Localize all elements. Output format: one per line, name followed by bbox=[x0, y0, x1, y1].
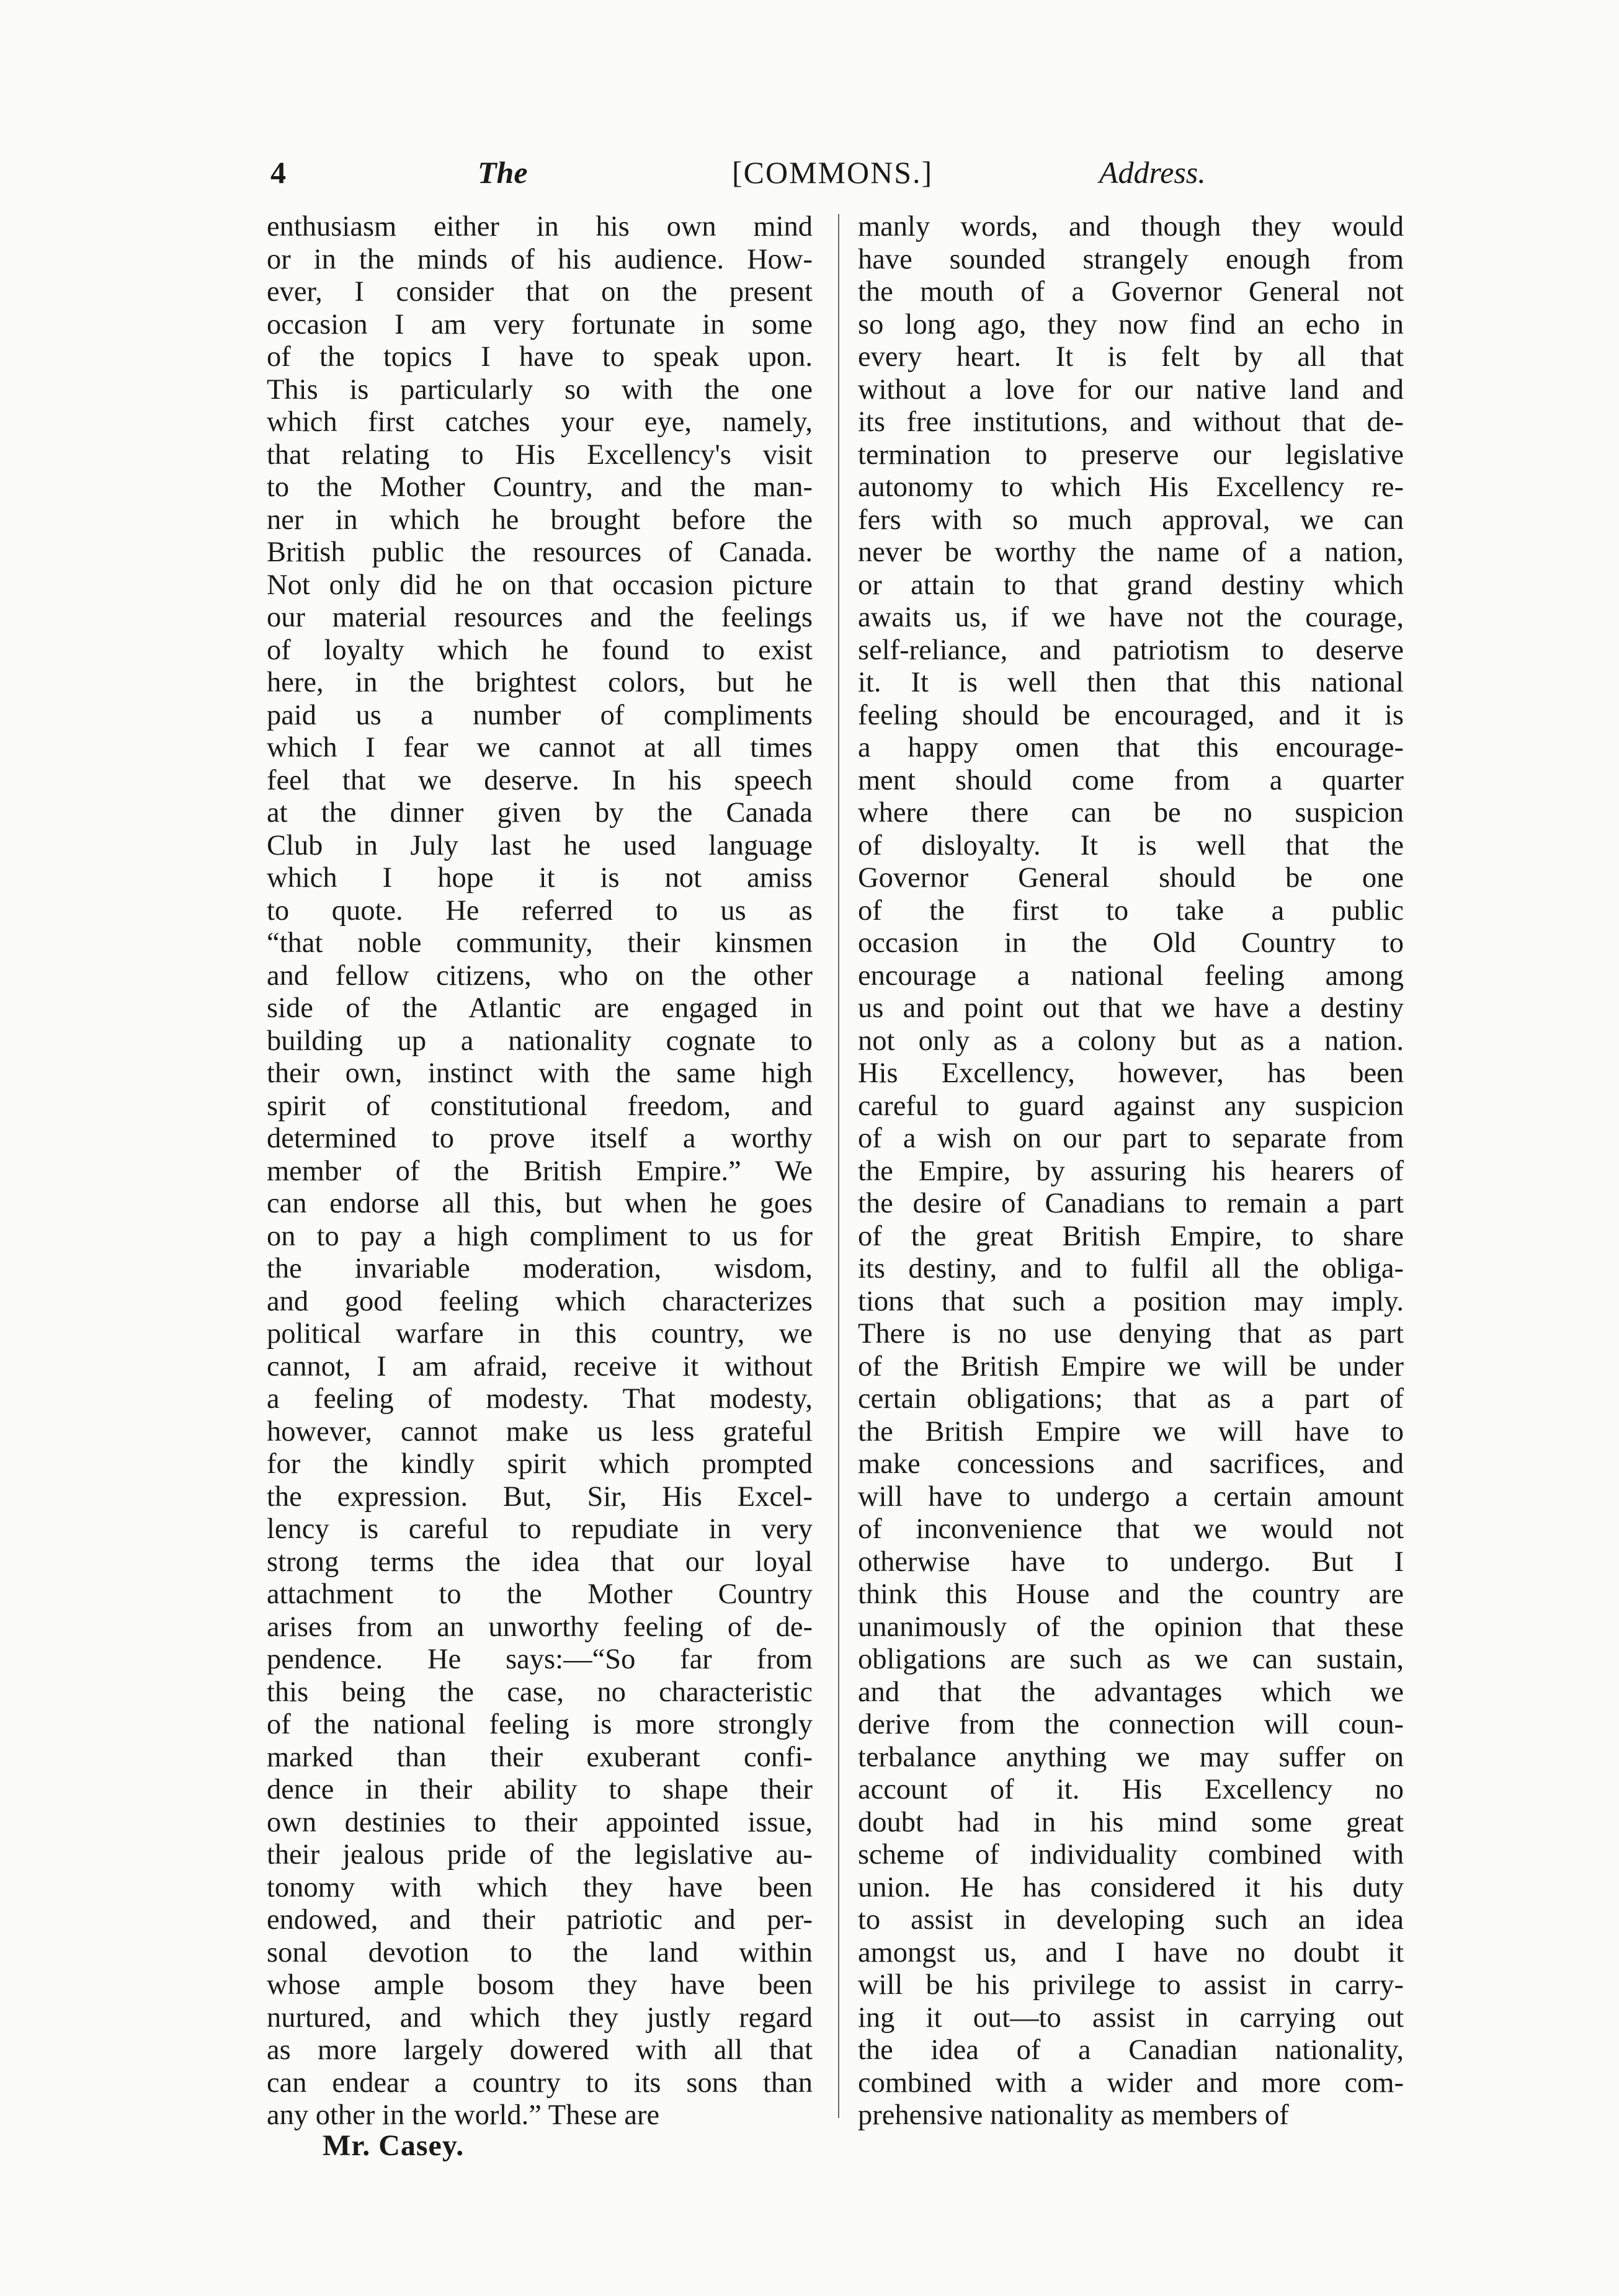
text-line: where there can be no suspicion bbox=[858, 797, 1404, 829]
text-line: unanimously of the opinion that these bbox=[858, 1611, 1404, 1643]
text-line: side of the Atlantic are engaged in bbox=[267, 992, 813, 1024]
text-line: otherwise have to undergo. But I bbox=[858, 1546, 1404, 1578]
text-line: which I fear we cannot at all times bbox=[267, 732, 813, 763]
text-line: careful to guard against any suspicion bbox=[858, 1090, 1404, 1122]
text-line: endowed, and their patriotic and per- bbox=[267, 1904, 813, 1936]
text-line: determined to prove itself a worthy bbox=[267, 1123, 813, 1154]
text-line: it. It is well then that this national bbox=[858, 667, 1404, 698]
text-line: nurtured, and which they justly regard bbox=[267, 2001, 813, 2034]
text-line: will have to undergo a certain amount bbox=[858, 1480, 1404, 1513]
header-right: Address. bbox=[1099, 155, 1206, 190]
text-line: encourage a national feeling among bbox=[858, 959, 1404, 992]
text-line: any other in the world.” These are bbox=[267, 2099, 660, 2131]
text-line: ing it out—to assist in carrying out bbox=[858, 2001, 1404, 2034]
text-line: and that the advantages which we bbox=[858, 1676, 1404, 1708]
text-line: without a love for our native land and bbox=[858, 373, 1404, 406]
text-line: which first catches your eye, namely, bbox=[267, 406, 813, 438]
text-line: amongst us, and I have no doubt it bbox=[858, 1936, 1404, 1969]
text-line: of the topics I have to speak upon. bbox=[267, 341, 813, 373]
text-line: of inconvenience that we would not bbox=[858, 1513, 1404, 1545]
text-line: the British Empire we will have to bbox=[858, 1415, 1404, 1448]
text-line: tions that such a position may imply. bbox=[858, 1285, 1404, 1317]
text-line: scheme of individuality combined with bbox=[858, 1839, 1404, 1871]
text-line: every heart. It is felt by all that bbox=[858, 341, 1404, 373]
text-line: its destiny, and to fulfil all the obliga- bbox=[858, 1253, 1404, 1284]
text-line: derive from the connection will coun- bbox=[858, 1709, 1404, 1740]
text-line: whose ample bosom they have been bbox=[267, 1969, 813, 2001]
text-line: occasion in the Old Country to bbox=[858, 927, 1404, 959]
text-line: manly words, and though they would bbox=[858, 211, 1404, 243]
text-line: of disloyalty. It is well that the bbox=[858, 829, 1404, 861]
text-line: feel that we deserve. In his speech bbox=[267, 764, 813, 796]
text-line: can endear a country to its sons than bbox=[267, 2067, 813, 2099]
text-line: of the national feeling is more strongly bbox=[267, 1709, 813, 1740]
text-line: which I hope it is not amiss bbox=[267, 862, 813, 894]
text-line: own destinies to their appointed issue, bbox=[267, 1806, 813, 1838]
text-line: to quote. He referred to us as bbox=[267, 894, 813, 927]
text-line: as more largely dowered with all that bbox=[267, 2034, 813, 2066]
text-line: the idea of a Canadian nationality, bbox=[858, 2034, 1404, 2066]
text-line: Club in July last he used language bbox=[267, 829, 813, 861]
text-line: political warfare in this country, we bbox=[267, 1318, 813, 1350]
text-line: or in the minds of his audience. How- bbox=[267, 243, 813, 275]
text-line: cannot, I am afraid, receive it without bbox=[267, 1350, 813, 1382]
text-line: obligations are such as we can sustain, bbox=[858, 1644, 1404, 1675]
text-line: awaits us, if we have not the courage, bbox=[858, 602, 1404, 633]
text-line: of a wish on our part to separate from bbox=[858, 1123, 1404, 1154]
text-line: British public the resources of Canada. bbox=[267, 536, 813, 568]
text-line: the expression. But, Sir, His Excel- bbox=[267, 1480, 813, 1513]
text-line: attachment to the Mother Country bbox=[267, 1578, 813, 1610]
text-line: member of the British Empire.” We bbox=[267, 1155, 813, 1187]
text-line: spirit of constitutional freedom, and bbox=[267, 1090, 813, 1122]
text-line: There is no use denying that as part bbox=[858, 1318, 1404, 1350]
right-column bbox=[858, 211, 1404, 2132]
text-line: autonomy to which His Excellency re- bbox=[858, 471, 1404, 503]
text-line: their own, instinct with the same high bbox=[267, 1057, 813, 1089]
text-line: strong terms the idea that our loyal bbox=[267, 1546, 813, 1578]
text-line: self-reliance, and patriotism to deserve bbox=[858, 634, 1404, 666]
text-line: make concessions and sacrifices, and bbox=[858, 1448, 1404, 1480]
text-line: of the first to take a public bbox=[858, 894, 1404, 927]
text-line: a feeling of modesty. That modesty, bbox=[267, 1383, 813, 1415]
text-line: pendence. He says:—“So far from bbox=[267, 1644, 813, 1675]
text-line: here, in the brightest colors, but he bbox=[267, 667, 813, 698]
text-line: of the great British Empire, to share bbox=[858, 1220, 1404, 1252]
text-line: Governor General should be one bbox=[858, 862, 1404, 894]
text-line: on to pay a high compliment to us for bbox=[267, 1220, 813, 1252]
text-line: the desire of Canadians to remain a part bbox=[858, 1188, 1404, 1219]
text-line: paid us a number of compliments bbox=[267, 699, 813, 731]
text-line: never be worthy the name of a nation, bbox=[858, 536, 1404, 568]
text-line: combined with a wider and more com- bbox=[858, 2067, 1404, 2099]
text-line: enthusiasm either in his own mind bbox=[267, 211, 813, 243]
text-line: certain obligations; that as a part of bbox=[858, 1383, 1404, 1415]
running-header bbox=[0, 148, 1619, 197]
text-line: arises from an unworthy feeling of de- bbox=[267, 1611, 813, 1643]
text-line: think this House and the country are bbox=[858, 1578, 1404, 1610]
text-line: our material resources and the feelings bbox=[267, 602, 813, 633]
text-line: the mouth of a Governor General not bbox=[858, 276, 1404, 308]
text-line: of the British Empire we will be under bbox=[858, 1350, 1404, 1382]
text-line: however, cannot make us less grateful bbox=[267, 1415, 813, 1448]
speaker-name: Mr. Casey. bbox=[323, 2129, 465, 2162]
left-column bbox=[267, 211, 813, 2132]
text-line: doubt had in his mind some great bbox=[858, 1806, 1404, 1838]
text-line: its free institutions, and without that de- bbox=[858, 406, 1404, 438]
text-line: or attain to that grand destiny which bbox=[858, 569, 1404, 601]
page-number: 4 bbox=[270, 155, 286, 190]
text-line: prehensive nationality as members of bbox=[858, 2099, 1289, 2131]
text-line: that relating to His Excellency's visit bbox=[267, 438, 813, 471]
text-line: lency is careful to repudiate in very bbox=[267, 1513, 813, 1545]
header-center: [COMMONS.] bbox=[732, 155, 934, 190]
text-line: to the Mother Country, and the man- bbox=[267, 471, 813, 503]
text-line: ment should come from a quarter bbox=[858, 764, 1404, 796]
text-line: will be his privilege to assist in carry- bbox=[858, 1969, 1404, 2001]
text-line: ner in which he brought before the bbox=[267, 504, 813, 536]
text-line: feeling should be encouraged, and it is bbox=[858, 699, 1404, 731]
text-line: us and point out that we have a destiny bbox=[858, 992, 1404, 1024]
text-line: termination to preserve our legislative bbox=[858, 438, 1404, 471]
text-line: Not only did he on that occasion picture bbox=[267, 569, 813, 601]
text-line: This is particularly so with the one bbox=[267, 373, 813, 406]
text-line: their jealous pride of the legislative au- bbox=[267, 1839, 813, 1871]
text-line: so long ago, they now find an echo in bbox=[858, 308, 1404, 340]
text-line: marked than their exuberant confi- bbox=[267, 1741, 813, 1773]
text-line: tonomy with which they have been bbox=[267, 1871, 813, 1903]
text-line: not only as a colony but as a nation. bbox=[858, 1025, 1404, 1057]
text-line: dence in their ability to shape their bbox=[267, 1774, 813, 1805]
text-line: and good feeling which characterizes bbox=[267, 1285, 813, 1317]
text-line: His Excellency, however, has been bbox=[858, 1057, 1404, 1089]
text-line: have sounded strangely enough from bbox=[858, 243, 1404, 275]
text-line: terbalance anything we may suffer on bbox=[858, 1741, 1404, 1773]
column-divider bbox=[838, 214, 839, 2118]
text-line: at the dinner given by the Canada bbox=[267, 797, 813, 829]
text-line: of loyalty which he found to exist bbox=[267, 634, 813, 666]
text-line: sonal devotion to the land within bbox=[267, 1936, 813, 1969]
text-line: for the kindly spirit which prompted bbox=[267, 1448, 813, 1480]
header-left: The bbox=[478, 155, 528, 190]
text-line: the invariable moderation, wisdom, bbox=[267, 1253, 813, 1284]
text-line: fers with so much approval, we can bbox=[858, 504, 1404, 536]
text-line: occasion I am very fortunate in some bbox=[267, 308, 813, 340]
text-line: account of it. His Excellency no bbox=[858, 1774, 1404, 1805]
text-line: union. He has considered it his duty bbox=[858, 1871, 1404, 1903]
text-line: and fellow citizens, who on the other bbox=[267, 959, 813, 992]
text-line: building up a nationality cognate to bbox=[267, 1025, 813, 1057]
text-line: a happy omen that this encourage- bbox=[858, 732, 1404, 763]
text-line: “that noble community, their kinsmen bbox=[267, 927, 813, 959]
text-line: to assist in developing such an idea bbox=[858, 1904, 1404, 1936]
text-line: ever, I consider that on the present bbox=[267, 276, 813, 308]
text-line: this being the case, no characteristic bbox=[267, 1676, 813, 1708]
text-line: the Empire, by assuring his hearers of bbox=[858, 1155, 1404, 1187]
text-line: can endorse all this, but when he goes bbox=[267, 1188, 813, 1219]
